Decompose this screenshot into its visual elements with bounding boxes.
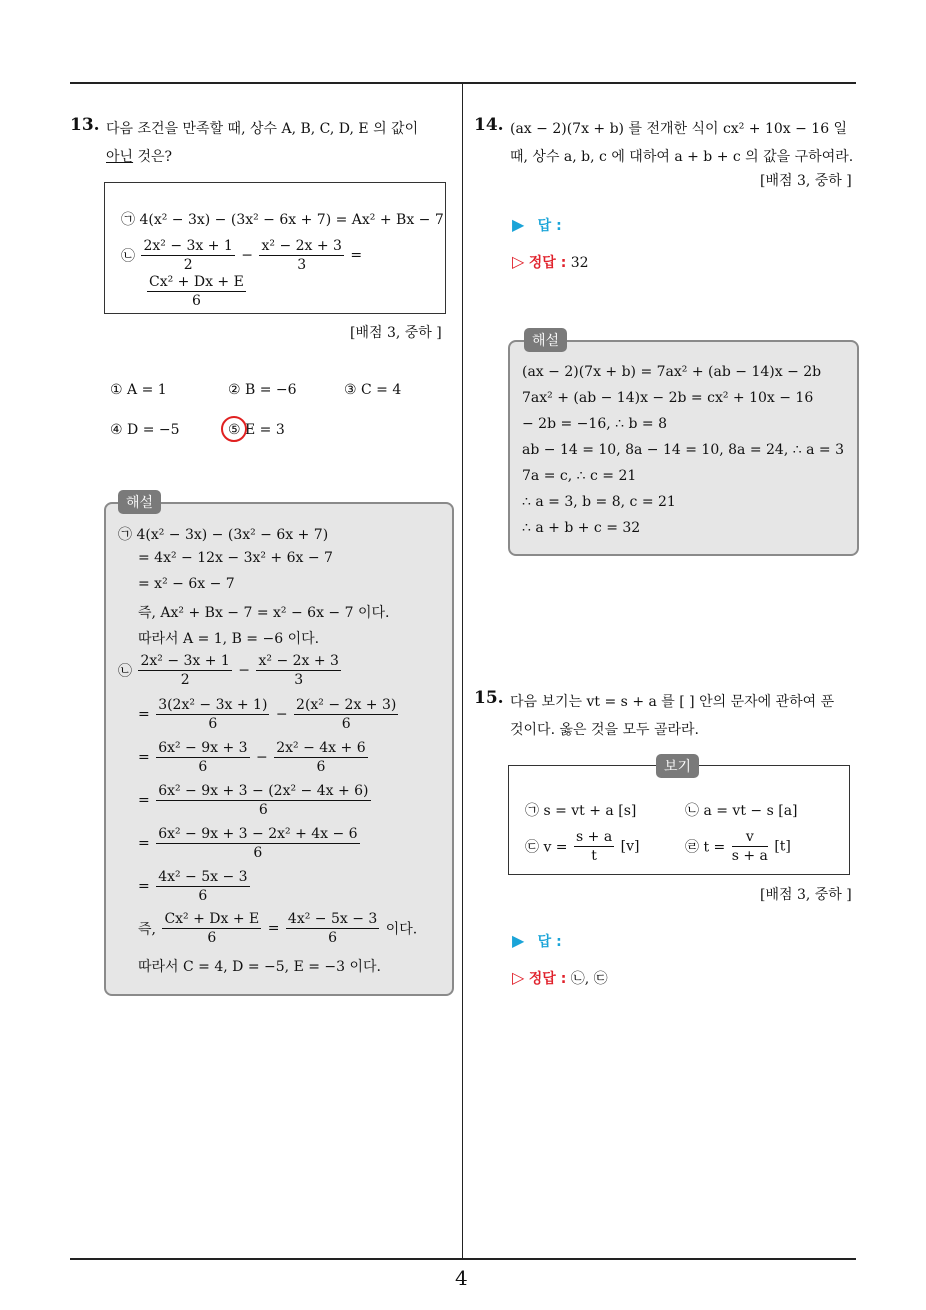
q14-key-label: 정답 : bbox=[528, 255, 567, 271]
q13-condition-box bbox=[104, 182, 446, 314]
q13-points: [배점 3, 중하 ] bbox=[350, 325, 442, 341]
q15-key-value: ㉡, ㉢ bbox=[570, 971, 608, 987]
sol13-l6: ㉡ $\frac{\text{2x² − 3x + 1}}{2}$ − $\frac{\text{x² − 2x + 3}}{3}$ bbox=[118, 653, 339, 688]
q13-number: 13. bbox=[70, 115, 100, 135]
sol14-l6: ∴ a = 3, b = 8, c = 21 bbox=[522, 494, 676, 510]
bottom-rule bbox=[70, 1258, 856, 1260]
q14-number: 14. bbox=[474, 115, 504, 135]
q14-answer-row bbox=[512, 215, 562, 235]
column-divider bbox=[462, 83, 463, 1259]
q13-text-underlined: 아닌 bbox=[106, 149, 134, 165]
q15-points: [배점 3, 중하 ] bbox=[760, 887, 852, 903]
sol14-l7: ∴ a + b + c = 32 bbox=[522, 520, 641, 536]
q14-text bbox=[510, 115, 860, 171]
key-arrow-icon: ▷ bbox=[512, 968, 525, 987]
sol13-l10: = $\frac{\text{6x² − 9x + 3 − 2x² + 4x − 6}}{6}$ bbox=[138, 826, 358, 861]
q13-cond2-rhs bbox=[145, 273, 248, 310]
q13-choice-4[interactable]: ④ D = −5 bbox=[110, 422, 180, 438]
q15-opt3: ㉢ v = $\frac{s + a}{t}$ [v] bbox=[525, 829, 640, 864]
q15-number: 15. bbox=[474, 688, 504, 708]
q13-text bbox=[106, 115, 456, 171]
q14-answer-label: 답 : bbox=[537, 218, 562, 234]
cond2-frac1: $\frac{\text{2x² − 3x + 1}}{2}$ bbox=[143, 238, 233, 273]
q15-options-box bbox=[508, 765, 850, 875]
q15-opt4: ㉣ t = $\frac{v}{s + a}$ [t] bbox=[685, 829, 791, 864]
sol14-l3: − 2b = −16, ∴ b = 8 bbox=[522, 416, 667, 432]
q15-text1: 다음 보기는 vt = s + a 를 [ ] 안의 문자에 관하여 푼 bbox=[510, 694, 835, 710]
q14-solution-tag: 해설 bbox=[524, 328, 567, 352]
sol13-l8: = $\frac{\text{6x² − 9x + 3}}{6}$ − $\frac{\text{2x² − 4x + 6}}{6}$ bbox=[138, 740, 366, 775]
sol14-l4: ab − 14 = 10, 8a − 14 = 10, 8a = 24, ∴ a = 3 bbox=[522, 442, 844, 458]
sol14-l5: 7a = c, ∴ c = 21 bbox=[522, 468, 637, 484]
q14-solution-box bbox=[508, 340, 859, 556]
sol13-l3: = x² − 6x − 7 bbox=[138, 576, 235, 592]
sol13-l7: = $\frac{\text{3(2x² − 3x + 1)}}{6}$ − $\frac{\text{2(x² − 2x + 3)}}{6}$ bbox=[138, 697, 397, 732]
sol13-l4: 즉, Ax² + Bx − 7 = x² − 6x − 7 이다. bbox=[138, 605, 390, 621]
q15-answer-row bbox=[512, 931, 562, 951]
q14-text2: 때, 상수 a, b, c 에 대하여 a + b + c 의 값을 구하여라. bbox=[510, 149, 854, 165]
page-number: 4 bbox=[455, 1266, 468, 1290]
q15-key-row bbox=[512, 968, 608, 988]
q13-text-b: 것은? bbox=[133, 149, 173, 165]
q15-text bbox=[510, 688, 860, 744]
sol13-last: 따라서 C = 4, D = −5, E = −3 이다. bbox=[138, 959, 382, 975]
sol14-l2: 7ax² + (ab − 14)x − 2b = cx² + 10x − 16 bbox=[522, 390, 814, 406]
sol13-l12: 즉, $\frac{\text{Cx² + Dx + E}}{6}$ = $\frac{\text{4x² − 5x − 3}}{6}$ 이다. bbox=[138, 911, 418, 946]
q13-text-a: 다음 조건을 만족할 때, 상수 A, B, C, D, E 의 값이 bbox=[106, 121, 419, 137]
q14-text1: (ax − 2)(7x + b) 를 전개한 식이 cx² + 10x − 16 일 bbox=[510, 121, 848, 137]
sol13-l9: = $\frac{\text{6x² − 9x + 3 − (2x² − 4x + 6)}}{6}$ bbox=[138, 783, 369, 818]
q14-points: [배점 3, 중하 ] bbox=[760, 173, 852, 189]
q13-choice-5[interactable]: ⑤ E = 3 bbox=[228, 422, 285, 438]
q13-choice-3[interactable]: ③ C = 4 bbox=[344, 382, 402, 398]
q13-choice-1[interactable]: ① A = 1 bbox=[110, 382, 167, 398]
q15-text2: 것이다. 옳은 것을 모두 골라라. bbox=[510, 722, 699, 738]
q13-solution-box bbox=[104, 502, 454, 996]
answer-arrow-icon: ▶ bbox=[512, 931, 525, 950]
answer-circle-mark bbox=[221, 416, 247, 442]
answer-arrow-icon: ▶ bbox=[512, 215, 525, 234]
cond2-frac3: $\frac{\text{Cx² + Dx + E}}{6}$ bbox=[149, 274, 244, 309]
q13-cond1 bbox=[121, 209, 444, 229]
sol13-l11: = $\frac{\text{4x² − 5x − 3}}{6}$ bbox=[138, 869, 248, 904]
key-arrow-icon: ▷ bbox=[512, 252, 525, 271]
cond2-frac2: $\frac{\text{x² − 2x + 3}}{3}$ bbox=[261, 238, 342, 273]
q13-cond2: ㉡ $\frac{\text{2x² − 3x + 1}}{2}$ − $\frac{\text{x² − 2x + 3}}{3}$ = bbox=[121, 238, 363, 273]
q15-answer-label: 답 : bbox=[537, 934, 562, 950]
sol13-l2: = 4x² − 12x − 3x² + 6x − 7 bbox=[138, 550, 333, 566]
q13-solution-tag: 해설 bbox=[118, 490, 161, 514]
q15-key-label: 정답 : bbox=[528, 971, 567, 987]
sol13-l1: ㉠ 4(x² − 3x) − (3x² − 6x + 7) bbox=[118, 527, 329, 543]
q13-choice-2[interactable]: ② B = −6 bbox=[228, 382, 297, 398]
cond1-mark: ㉠ bbox=[121, 212, 135, 228]
q15-opt2: ㉡ a = vt − s [a] bbox=[685, 803, 798, 819]
q15-opt1: ㉠ s = vt + a [s] bbox=[525, 803, 637, 819]
cond2-mark: ㉡ bbox=[121, 248, 135, 265]
q15-box-tag: 보기 bbox=[656, 754, 699, 778]
sol13-l5: 따라서 A = 1, B = −6 이다. bbox=[138, 631, 320, 647]
sol14-l1: (ax − 2)(7x + b) = 7ax² + (ab − 14)x − 2b bbox=[522, 364, 822, 380]
top-rule bbox=[70, 82, 856, 84]
q14-key-row bbox=[512, 252, 589, 272]
cond1-expr: 4(x² − 3x) − (3x² − 6x + 7) = Ax² + Bx − 7 bbox=[139, 212, 444, 228]
q14-key-value: 32 bbox=[570, 255, 589, 271]
